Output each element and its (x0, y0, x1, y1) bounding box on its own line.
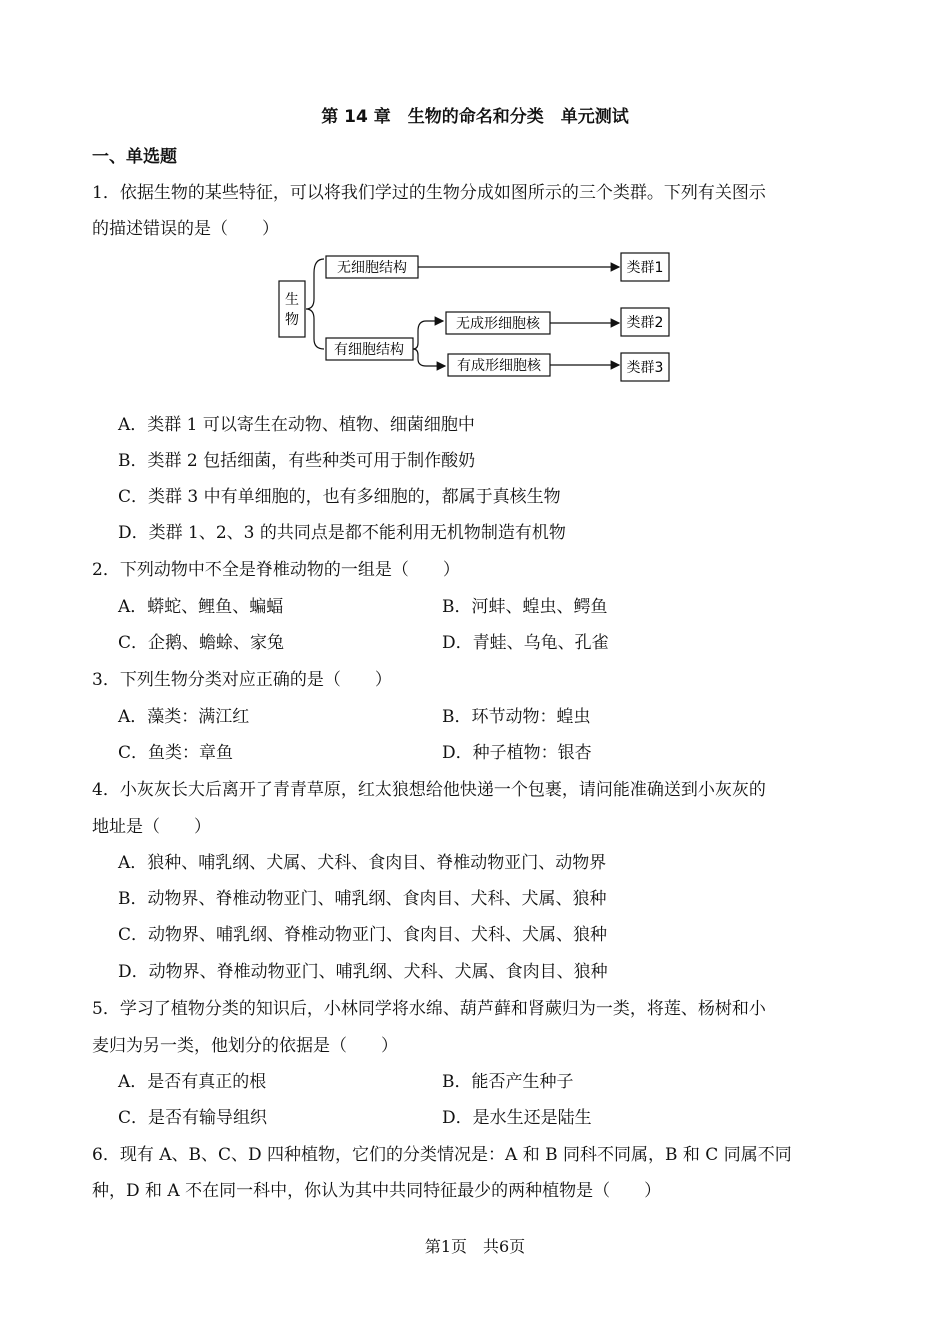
question-5-option-c: C．是否有输导组织 (118, 1108, 268, 1128)
question-3-option-b: B．环节动物：蝗虫 (442, 707, 591, 727)
question-2-option-b: B．河蚌、蝗虫、鳄鱼 (442, 597, 608, 617)
question-1-option-c: C．类群 3 中有单细胞的，也有多细胞的，都属于真核生物 (118, 487, 561, 507)
section-heading: 一、单选题 (92, 147, 177, 167)
question-4-stem-line-1: 4．小灰灰长大后离开了青青草原，红太狼想给他快递一个包裹，请问能准确送到小灰灰的 (92, 780, 766, 800)
no-nucleus-label: 无成形细胞核 (456, 316, 540, 332)
question-5-option-d: D．是水生还是陆生 (442, 1108, 592, 1128)
page-title: 第 14 章 生物的命名和分类 单元测试 (321, 107, 629, 127)
question-3-option-c: C．鱼类：章鱼 (118, 743, 234, 763)
root-label-2: 物 (285, 312, 299, 328)
question-5-option-a: A．是否有真正的根 (118, 1072, 267, 1092)
question-2-option-d: D．青蛙、乌龟、孔雀 (442, 633, 609, 653)
question-6-stem-line-2: 种，D 和 A 不在同一科中，你认为其中共同特征最少的两种植物是（ ） (92, 1181, 662, 1201)
question-4-stem-line-2: 地址是（ ） (92, 817, 211, 837)
question-4-option-d: D．动物界、脊椎动物亚门、哺乳纲、犬科、犬属、食肉目、狼种 (118, 962, 608, 982)
question-5-stem-line-2: 麦归为另一类，他划分的依据是（ ） (92, 1036, 398, 1056)
brace-cell (413, 321, 426, 366)
brace-root (306, 259, 324, 349)
page-footer: 第1页 共6页 (424, 1237, 526, 1256)
question-3-option-a: A．藻类：满江红 (118, 707, 250, 727)
question-1-option-d: D．类群 1、2、3 的共同点是都不能利用无机物制造有机物 (118, 523, 566, 543)
question-3-option-d: D．种子植物：银杏 (442, 743, 592, 763)
root-label-1: 生 (285, 292, 299, 308)
classification-diagram (276, 247, 676, 387)
question-2-stem: 2．下列动物中不全是脊椎动物的一组是（ ） (92, 560, 460, 580)
question-4-option-c: C．动物界、哺乳纲、脊椎动物亚门、食肉目、犬科、犬属、狼种 (118, 925, 608, 945)
group1-label: 类群1 (626, 260, 664, 276)
question-5-stem-line-1: 5．学习了植物分类的知识后，小林同学将水绵、葫芦藓和肾蕨归为一类，将莲、杨树和小 (92, 999, 766, 1019)
question-4-option-a: A．狼种、哺乳纲、犬属、犬科、食肉目、脊椎动物亚门、动物界 (118, 853, 607, 873)
no-cell-label: 无细胞结构 (337, 260, 407, 276)
question-1-option-b: B．类群 2 包括细菌，有些种类可用于制作酸奶 (118, 451, 476, 471)
has-nucleus-label: 有成形细胞核 (457, 358, 541, 374)
question-1-stem-line-1: 1．依据生物的某些特征，可以将我们学过的生物分成如图所示的三个类群。下列有关图示 (92, 183, 766, 203)
question-6-stem-line-1: 6．现有 A、B、C、D 四种植物，它们的分类情况是：A 和 B 同科不同属，B 和 C 同属不同 (92, 1145, 792, 1165)
group3-label: 类群3 (626, 360, 664, 376)
question-3-stem: 3．下列生物分类对应正确的是（ ） (92, 670, 392, 690)
has-cell-label: 有细胞结构 (334, 342, 404, 358)
question-5-option-b: B．能否产生种子 (442, 1072, 574, 1092)
question-1-stem-line-2: 的描述错误的是（ ） (92, 219, 279, 239)
question-1-option-a: A．类群 1 可以寄生在动物、植物、细菌细胞中 (118, 415, 475, 435)
root-box (279, 281, 305, 337)
question-2-option-a: A．蟒蛇、鲤鱼、蝙蝠 (118, 597, 284, 617)
question-4-option-b: B．动物界、脊椎动物亚门、哺乳纲、食肉目、犬科、犬属、狼种 (118, 889, 607, 909)
group2-label: 类群2 (626, 315, 664, 331)
question-2-option-c: C．企鹅、蟾蜍、家兔 (118, 633, 285, 653)
